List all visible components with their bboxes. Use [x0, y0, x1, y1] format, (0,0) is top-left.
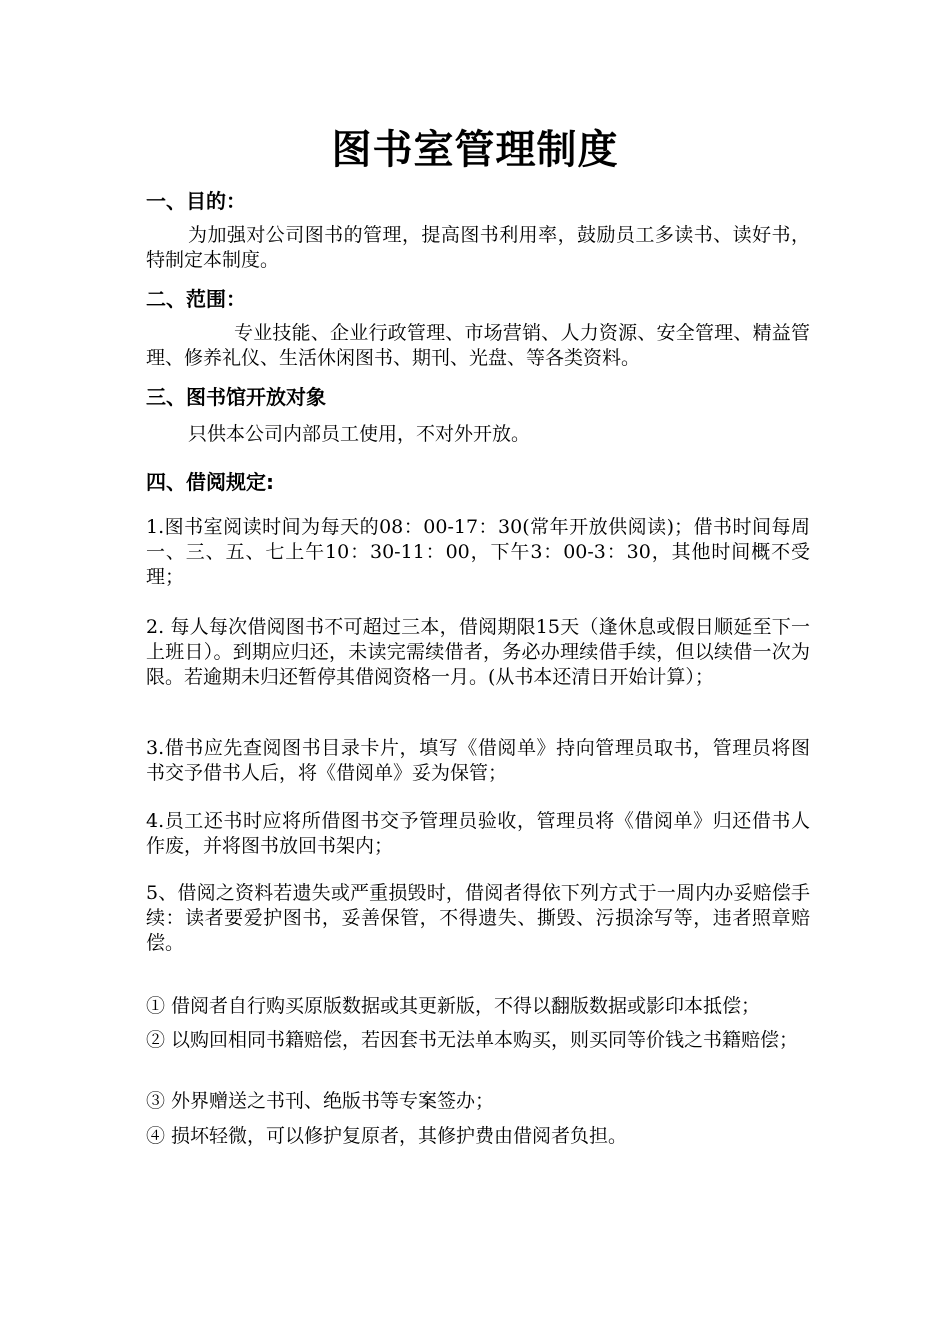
rule-item-1: 1.图书室阅读时间为每天的08：00-17：30(常年开放供阅读)；借书时间每周一、三、五、七上午10：30-11：00，下午3：00-3：30，其他时间概不受理； [146, 516, 810, 588]
section-heading-audience: 三、图书馆开放对象 [146, 385, 326, 409]
section-body-purpose: 为加强对公司图书的管理，提高图书利用率，鼓励员工多读书、读好书，特制定本制度。 [146, 224, 810, 271]
document-title: 图书室管理制度 [331, 127, 619, 173]
section-heading-purpose: 一、目的： [146, 189, 246, 213]
compensation-item-2: ② 以购回相同书籍赔偿，若因套书无法单本购买，则买同等价钱之书籍赔偿； [146, 1029, 799, 1051]
rule-item-3: 3.借书应先查阅图书目录卡片，填写《借阅单》持向管理员取书，管理员将图书交予借书人后，将《借阅单》妥为保管； [146, 737, 810, 784]
rule-item-4: 4.员工还书时应将所借图书交予管理员验收，管理员将《借阅单》归还借书人作废，并将图书放回书架内； [146, 810, 810, 857]
section-heading-scope: 二、范围： [146, 287, 246, 311]
section-body-scope: 专业技能、企业行政管理、市场营销、人力资源、安全管理、精益管理、修养礼仪、生活休闲图书、期刊、光盘、等各类资料。 [146, 322, 810, 369]
compensation-item-4: ④ 损坏轻微，可以修护复原者，其修护费由借阅者负担。 [146, 1125, 628, 1147]
compensation-item-3: ③ 外界赠送之书刊、绝版书等专案签办； [146, 1090, 495, 1112]
section-heading-borrowing-rules: 四、借阅规定: [146, 470, 274, 494]
rule-item-2: 2. 每人每次借阅图书不可超过三本，借阅期限15天（逢休息或假日顺延至下一上班日）。到期应归还，未读完需续借者，务必办理续借手续，但以续借一次为限。若逾期未归还暂停其借阅资格一月。(从书本还清日开始计算）； [146, 616, 810, 688]
section-body-audience: 只供本公司内部员工使用，不对外开放。 [188, 423, 531, 445]
compensation-item-1: ① 借阅者自行购买原版数据或其更新版，不得以翻版数据或影印本抵偿； [146, 995, 761, 1017]
rule-item-5: 5、借阅之资料若遗失或严重损毁时，借阅者得依下列方式于一周内办妥赔偿手续：读者要爱护图书，妥善保管，不得遗失、撕毁、污损涂写等，违者照章赔偿。 [146, 882, 810, 954]
